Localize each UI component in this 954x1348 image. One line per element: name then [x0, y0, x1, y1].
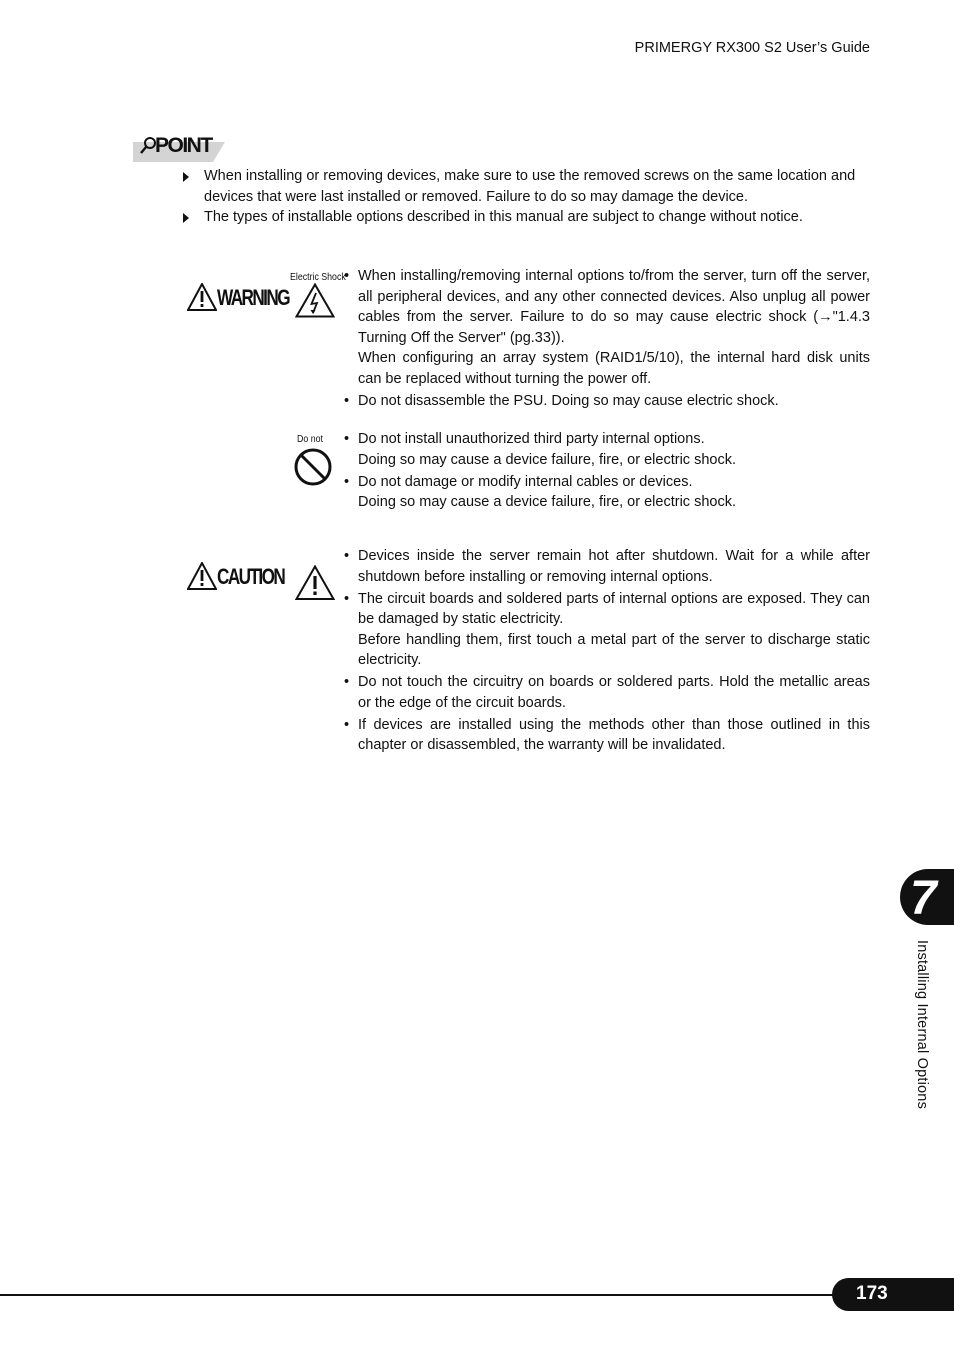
list-item: • Devices inside the server remain hot after shutdown. Wait for a while after shutdown before installing or removing internal options.: [344, 548, 870, 585]
chapter-number: 7: [910, 872, 937, 925]
point-item: When installing or removing devices, make sure to use the removed screws on the same location and devices that were last installed or removed. Failure to do so may damage the device.: [182, 166, 872, 207]
chapter-title: Installing Internal Options: [914, 940, 930, 1110]
list-item: • Do not touch the circuitry on boards or soldered parts. Hold the metallic areas or the edge of the circuit boards.: [344, 674, 870, 711]
list-item: • Do not damage or modify internal cables or devices. Doing so may cause a device failure, fire, or electric shock.: [344, 473, 736, 510]
chapter-tab: [900, 869, 954, 925]
electric-shock-list: [344, 266, 870, 413]
list-item: • When installing/removing internal options to/from the server, turn off the server, all peripheral devices, and any other connected devices. Also unplug all power cables from the server. Failure to do so may cause electric shock (→"1.4.3 Turning Off the Server" (pg.33)). When configuring an array system (RAID1/5/10), the internal hard disk units can be replaced without turning the power off.: [344, 268, 870, 387]
warning-triangle-icon: [187, 283, 217, 311]
caution-general-icon: [295, 565, 335, 601]
warning-label-text: WARNING: [217, 285, 290, 310]
do-not-list: [344, 429, 870, 514]
caution-triangle-icon: [187, 562, 217, 590]
caution-label: [187, 560, 285, 594]
triangle-bullet-icon: [183, 172, 189, 182]
caution-label-text: CAUTION: [217, 564, 285, 589]
do-not-caption: Do not: [297, 434, 323, 445]
list-item: • Do not install unauthorized third party internal options. Doing so may cause a device failure, fire, or electric shock.: [344, 431, 736, 468]
electric-shock-caption: Electric Shock: [290, 272, 346, 283]
footer-rule: [0, 1294, 860, 1296]
point-list: [182, 166, 872, 228]
triangle-bullet-icon: [183, 213, 189, 223]
list-item: • If devices are installed using the methods other than those outlined in this chapter or disassembled, the warranty will be invalidated.: [344, 716, 870, 753]
list-item: • Do not disassemble the PSU. Doing so may cause electric shock.: [344, 392, 779, 409]
point-item: The types of installable options described in this manual are subject to change without notice.: [182, 207, 872, 228]
warning-label: [187, 281, 290, 315]
page-number-tab: [832, 1278, 954, 1311]
caution-list: [344, 546, 870, 757]
prohibition-icon: [293, 447, 333, 487]
page-number: 173: [856, 1283, 888, 1304]
point-badge: [133, 134, 225, 162]
point-label: POINT: [155, 134, 212, 157]
electric-shock-icon: [295, 283, 335, 318]
list-item: • The circuit boards and soldered parts of internal options are exposed. They can be damaged by static electricity. Before handling them, first touch a metal part of the server to discharge static electricity.: [344, 590, 870, 668]
running-header: PRIMERGY RX300 S2 User’s Guide: [634, 40, 870, 56]
